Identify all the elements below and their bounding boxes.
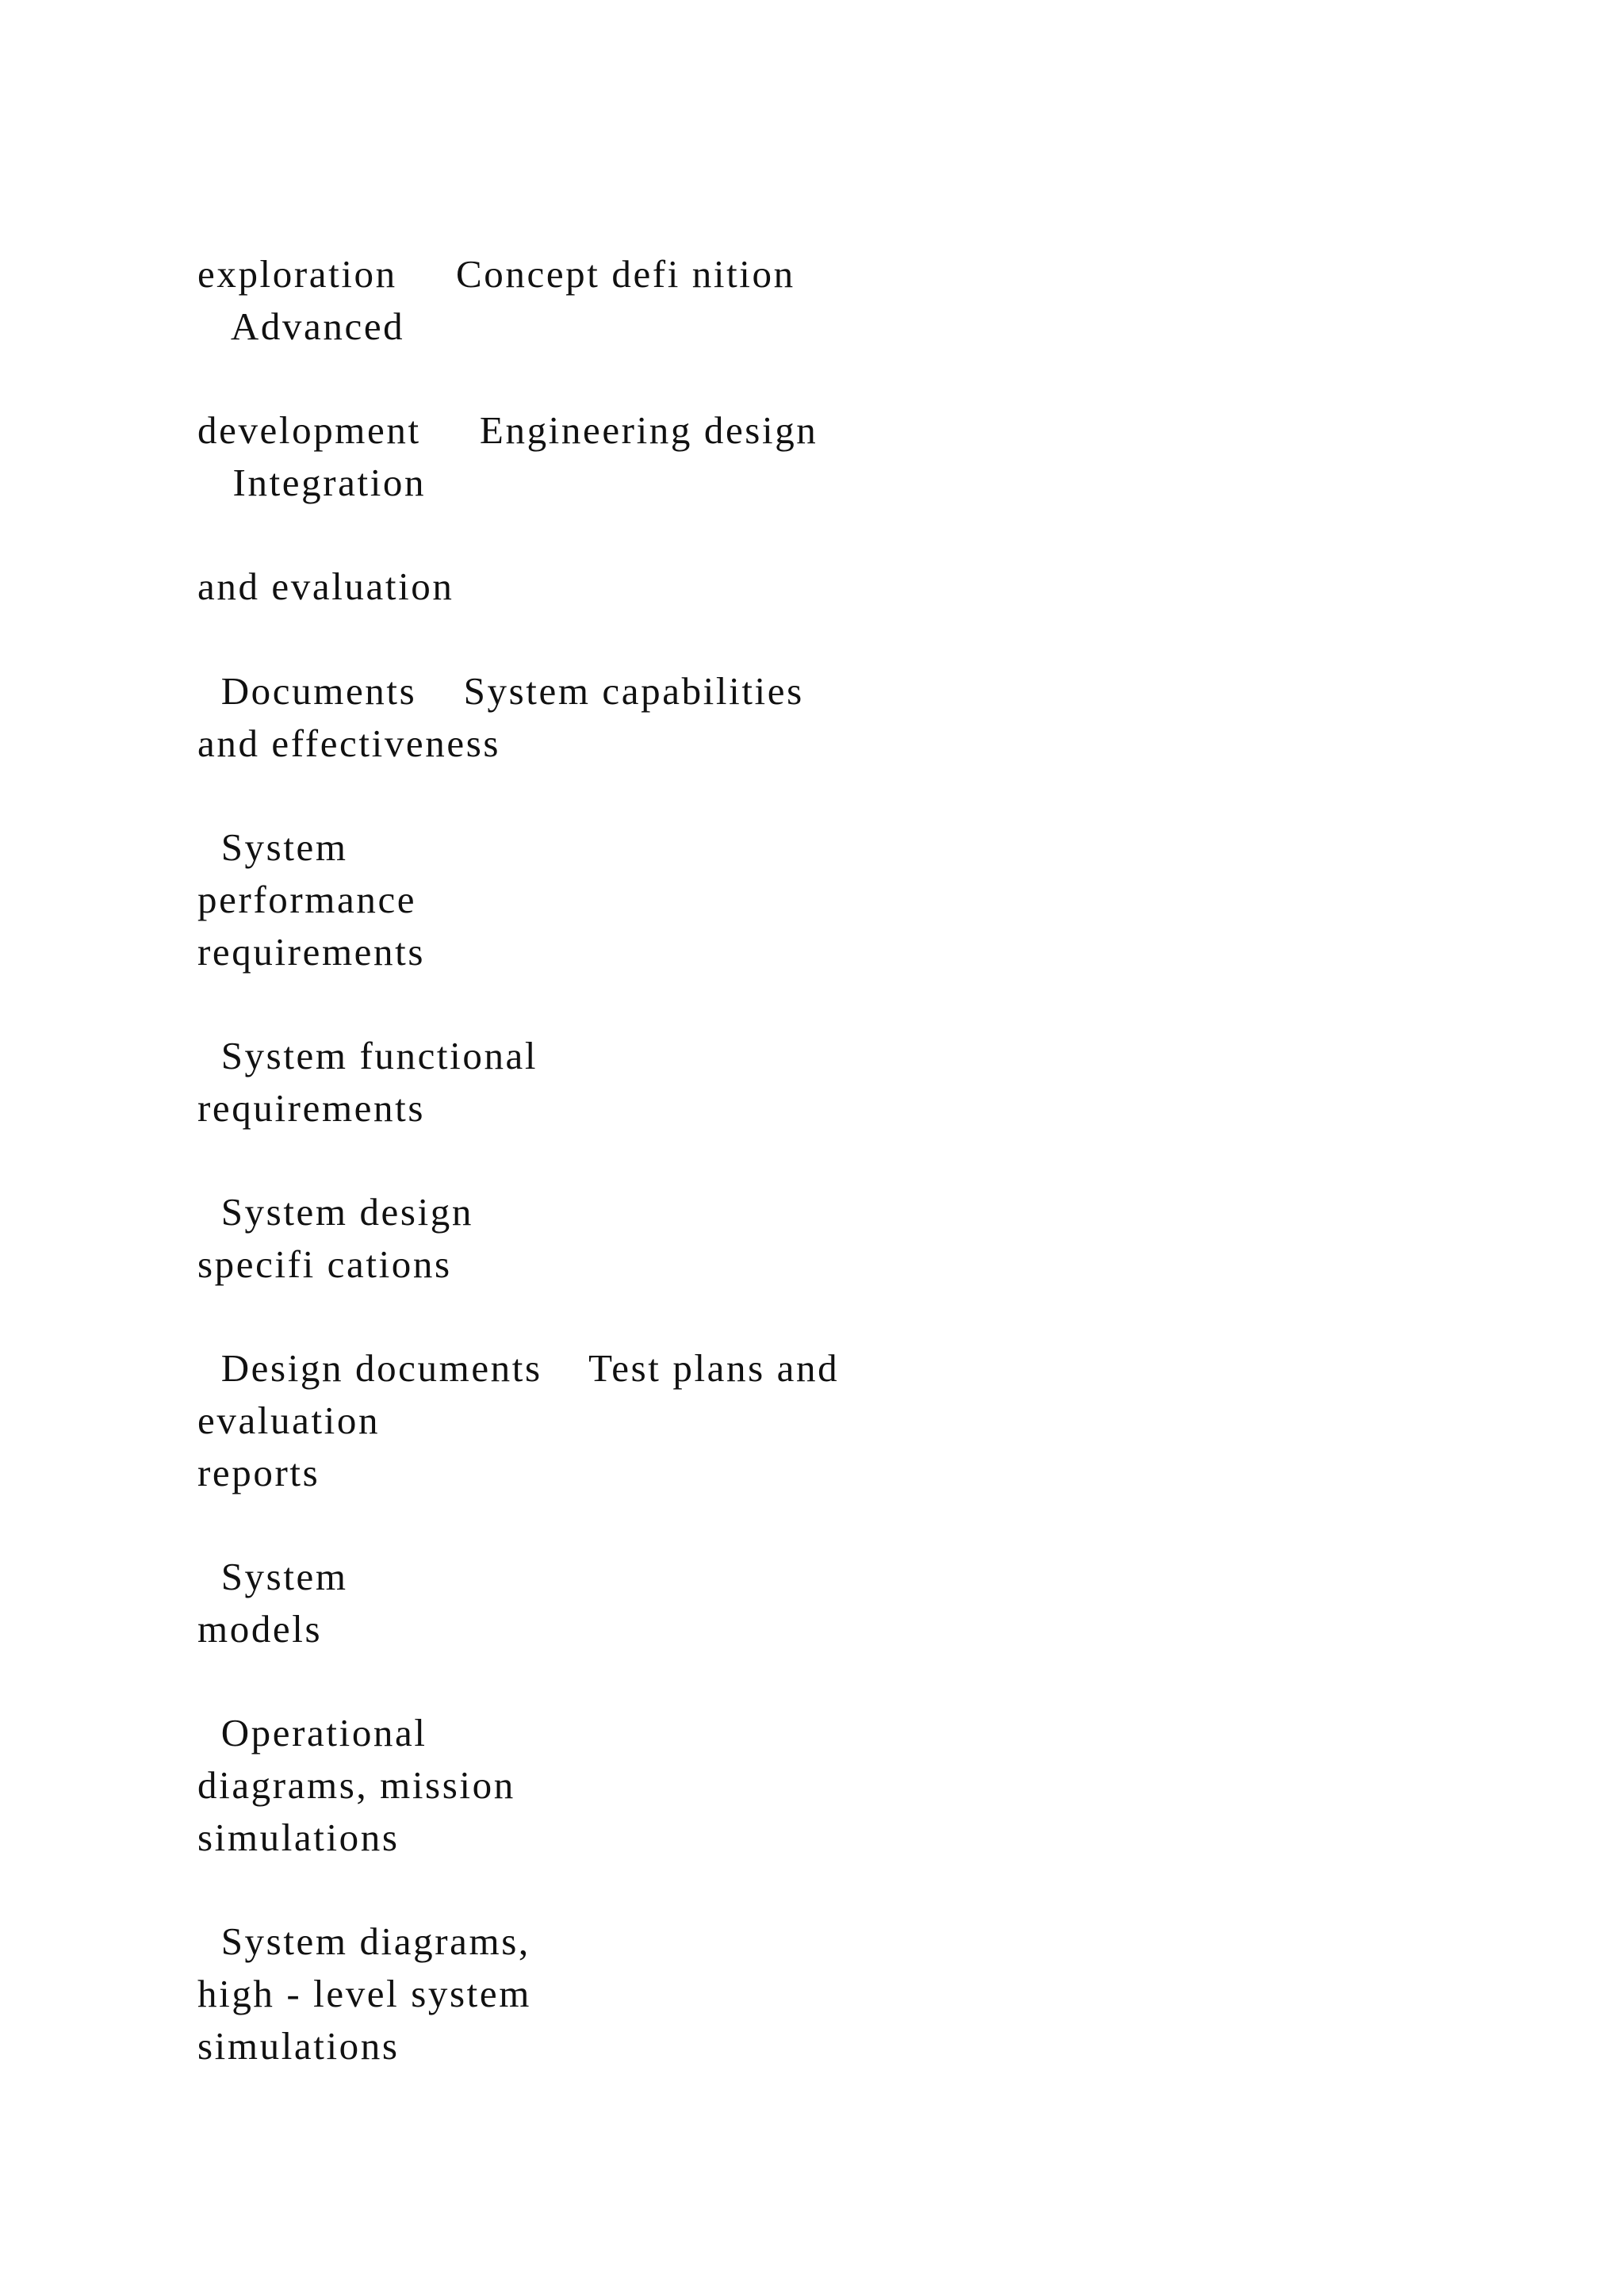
text-line: System: [197, 825, 348, 869]
text-line: System diagrams,: [197, 1919, 530, 1963]
text-line: diagrams, mission: [197, 1763, 515, 1807]
text-line: Integration: [197, 461, 427, 504]
text-line: exploration Concept defi nition: [197, 252, 795, 296]
text-line: System functional: [197, 1034, 538, 1077]
text-line: Documents System capabilities: [197, 669, 804, 713]
text-line: System design: [197, 1190, 473, 1234]
text-line: evaluation: [197, 1399, 381, 1442]
text-line: requirements: [197, 1086, 425, 1130]
text-line: development Engineering design: [197, 408, 818, 452]
text-line: simulations: [197, 1816, 400, 1859]
text-line: Advanced: [197, 304, 405, 348]
text-line: Design documents Test plans and: [197, 1346, 840, 1390]
text-line: models: [197, 1607, 323, 1651]
text-line: and evaluation: [197, 564, 454, 608]
text-line: Operational: [197, 1711, 427, 1755]
text-line: performance: [197, 878, 417, 921]
text-line: reports: [197, 1451, 320, 1494]
text-line: high - level system: [197, 1972, 531, 2015]
text-line: specifi cations: [197, 1242, 452, 1286]
text-line: simulations: [197, 2024, 400, 2068]
text-line: System: [197, 1555, 348, 1598]
text-line: requirements: [197, 930, 425, 974]
text-line: and effectiveness: [197, 721, 501, 765]
